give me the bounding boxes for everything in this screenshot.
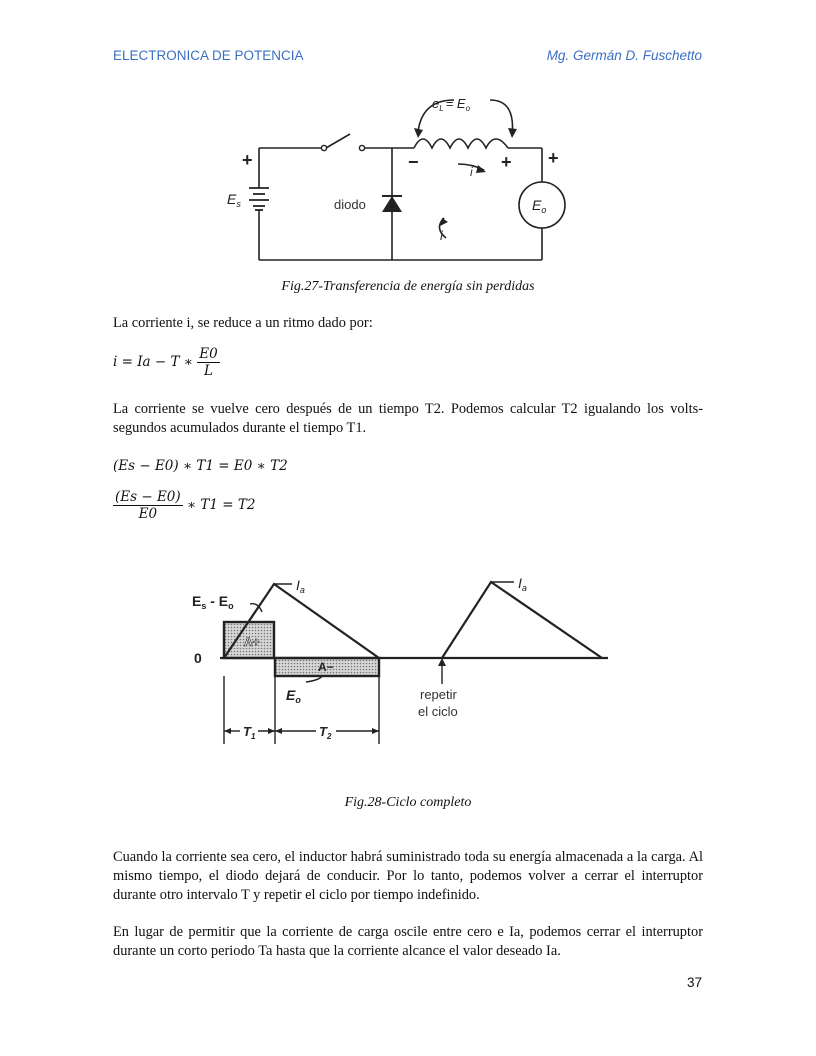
fig28-label-es-eo: $E_s - E_o$ xyxy=(192,593,234,611)
fig27-label-i-top: i xyxy=(470,165,473,179)
fig27-label-diode: diodo xyxy=(334,197,366,212)
fig28-label-area-negative: A− xyxy=(318,660,334,674)
equation-1 xyxy=(113,346,220,379)
fig27-circuit-diagram xyxy=(222,92,582,264)
fig28-label-ia-1: $I_a$ xyxy=(296,577,305,595)
fig27-caption: Fig.27-Transferencia de energía sin perdidas xyxy=(281,279,535,294)
fig28-label-area-positive: A+ xyxy=(244,635,260,649)
fig27-label-eo: $E_o$ xyxy=(532,197,547,215)
page-number: 37 xyxy=(686,975,702,990)
fig28-label-t1: $T_1$ xyxy=(243,724,256,741)
header-author: Mg. Germán D. Fuschetto xyxy=(546,48,702,63)
fig27-label-plus-inductor: + xyxy=(501,152,512,172)
fig27-label-es: $E_s$ xyxy=(227,191,241,209)
equation-3 xyxy=(113,489,256,522)
fig28-waveform-diagram xyxy=(188,572,618,750)
fig27-label-el: $e_L = E_o$ xyxy=(432,96,471,113)
equation-2: (Es − E0) ∗ T1 = E0 ∗ T2 xyxy=(113,458,288,474)
fig27-label-i-bottom: i xyxy=(440,228,443,243)
equation-1-denominator: L xyxy=(204,363,213,379)
paragraph-1: La corriente i, se reduce a un ritmo dado por: xyxy=(113,315,373,331)
equation-3-rhs: ∗ T1 = T2 xyxy=(186,497,256,513)
equation-1-fraction xyxy=(197,346,219,379)
paragraph-4: En lugar de permitir que la corriente de carga oscile entre cero e Ia, podemos cerrar el interruptor durante un corto periodo Ta hasta que la corriente alcance el valor deseado Ia. xyxy=(113,924,703,959)
fig28-label-eo: $E_o$ xyxy=(286,687,301,705)
fig27-label-minus: − xyxy=(408,152,419,172)
fig28-label-ia-2: $I_a$ xyxy=(518,575,527,593)
fig28-caption: Fig.28-Ciclo completo xyxy=(344,795,472,810)
equation-1-numerator: E0 xyxy=(199,346,218,362)
equation-3-denominator: E0 xyxy=(138,506,158,522)
paragraph-3: Cuando la corriente sea cero, el inductor habrá suministrado toda su energía almacenada a la carga. Al mismo tiempo, el diodo dejará de conducir. Por lo tanto, podemos volver a cerrar el interruptor durante otro intervalo T y repetir el ciclo por tiempo indefinido. xyxy=(113,849,703,903)
header-title: ELECTRONICA DE POTENCIA xyxy=(113,48,304,63)
fig28-label-zero: 0 xyxy=(194,650,202,666)
equation-3-fraction xyxy=(113,489,183,522)
fig28-label-repeat-1: repetir xyxy=(420,687,457,702)
equation-1-lhs: i = Ia − T ∗ xyxy=(113,354,193,370)
fig28-label-repeat-2: el ciclo xyxy=(418,704,458,719)
fig27-label-plus-right: + xyxy=(548,148,559,168)
fig27-label-plus-left: + xyxy=(242,150,253,170)
equation-3-numerator: (Es − E0) xyxy=(115,489,181,505)
paragraph-2: La corriente se vuelve cero después de un tiempo T2. Podemos calcular T2 igualando los volts-segundos acumulados durante el tiempo T1. xyxy=(113,401,703,436)
fig28-label-t2: $T_2$ xyxy=(319,724,332,741)
